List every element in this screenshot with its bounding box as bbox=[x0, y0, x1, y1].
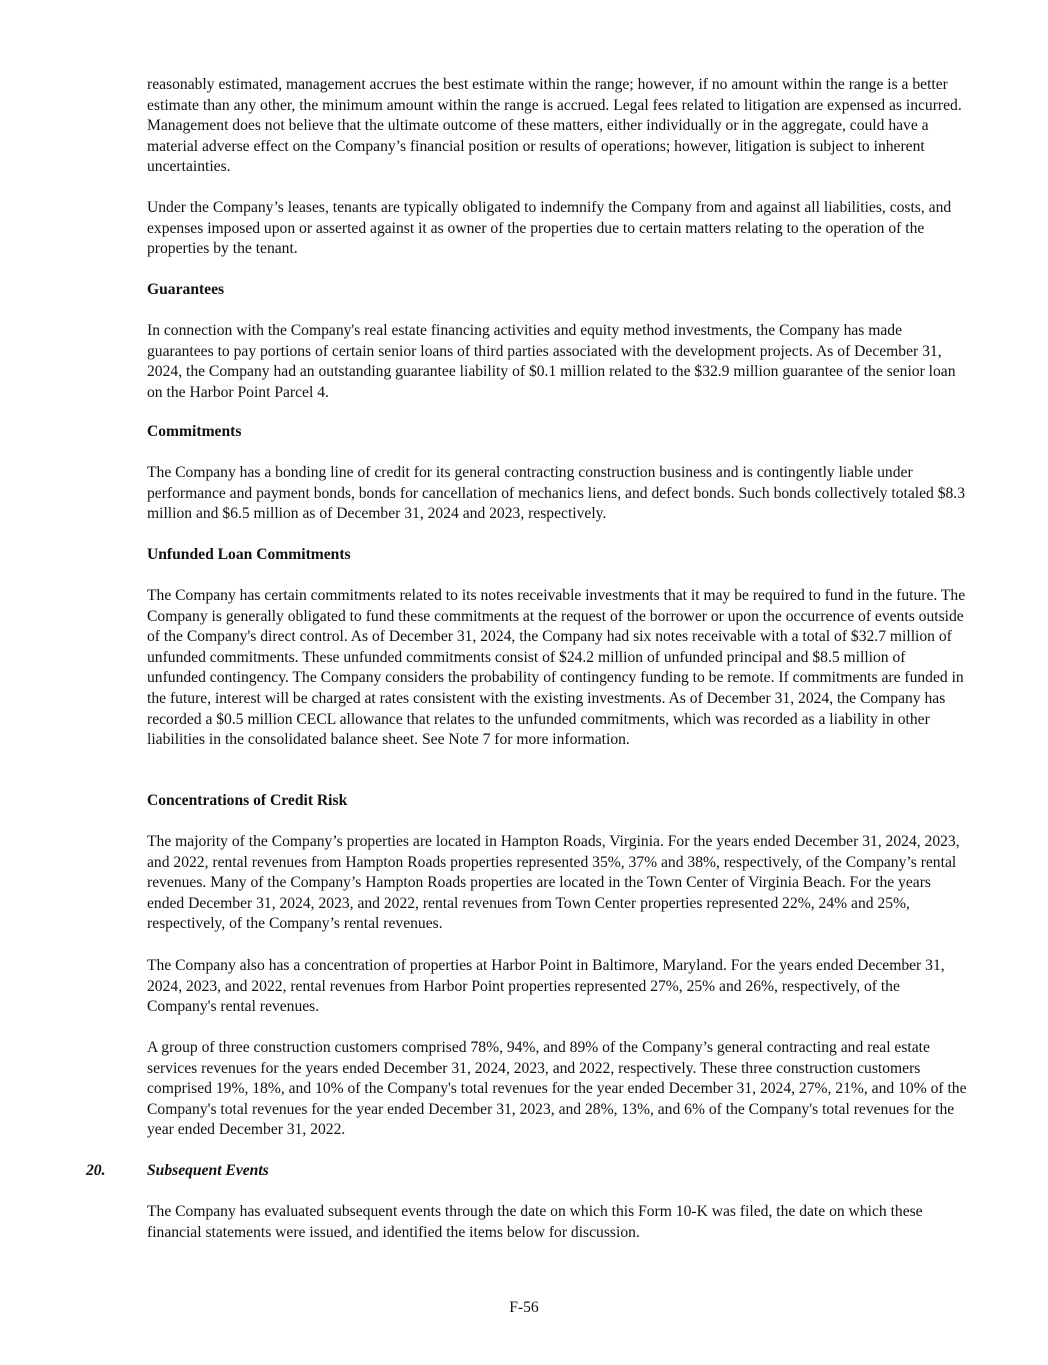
page-number: F-56 bbox=[509, 1299, 539, 1316]
section-title: Subsequent Events bbox=[147, 1162, 269, 1179]
heading-commitments: Commitments bbox=[147, 423, 242, 440]
paragraph-indemnification: Under the Company’s leases, tenants are typically obligated to indemnify the Company from and against all liabilities, costs, and expenses imposed upon or asserted against it as owner of the properties due to certain matters relating to the operation of the properties by the tenant. bbox=[147, 199, 952, 258]
paragraph-unfunded-loan-commitments: The Company has certain commitments related to its notes receivable investments that it may be required to fund in the future. The Company is generally obligated to fund these commitments at the request of the borrower or upon the occurrence of events outside of the Company's direct control. As of December 31, 2024, the Company had six notes receivable with a total of $32.7 million of unfunded commitments. These unfunded commitments consist of $24.2 million of unfunded principal and $8.5 million of unfunded contingency. The Company considers the probability of contingency funding to be remote. If commitments are funded in the future, interest will be charged at rates consistent with the existing investments. As of December 31, 2024, the Company has recorded a $0.5 million CECL allowance that relates to the unfunded commitments, which was recorded as a liability in other liabilities in the consolidated balance sheet. See Note 7 for more information. bbox=[147, 587, 966, 749]
heading-guarantees: Guarantees bbox=[147, 281, 225, 298]
paragraph-construction-customers: A group of three construction customers comprised 78%, 94%, and 89% of the Company’s general contracting and real estate services revenues for the years ended December 31, 2024, 2023, and 2022, respectively. These three construction customers comprised 19%, 18%, and 10% of the Company's total revenues for the year ended December 31, 2024, 27%, 21%, and 10% of the Company's total revenues for the year ended December 31, 2023, and 28%, 13%, and 6% of the Company's total revenues for the year ended December 31, 2022. bbox=[147, 1039, 967, 1139]
paragraph-commitments: The Company has a bonding line of credit for its general contracting construction business and is contingently liable under performance and payment bonds, bonds for cancellation of mechanics liens, and defect bonds. Such bonds collectively totaled $8.3 million and $6.5 million as of December 31, 2024 and 2023, respectively. bbox=[147, 464, 965, 523]
paragraph-litigation: reasonably estimated, management accrues the best estimate within the range; however, if no amount within the range is a better estimate than any other, the minimum amount within the range is accrued. Legal fees related to litigation are expensed as incurred. Management does not believe that the ultimate outcome of these matters, either individually or in the aggregate, could have a material adverse effect on the Company’s financial position or results of operations; however, litigation is subject to inherent uncertainties. bbox=[147, 76, 962, 176]
heading-concentrations-of-credit-risk: Concentrations of Credit Risk bbox=[147, 792, 348, 809]
heading-unfunded-loan-commitments: Unfunded Loan Commitments bbox=[147, 546, 351, 563]
paragraph-hampton-roads: The majority of the Company’s properties are located in Hampton Roads, Virginia. For the years ended December 31, 2024, 2023, and 2022, rental revenues from Hampton Roads properties represented 35%, 37% and 38%, respectively, of the Company’s rental revenues. Many of the Company’s Hampton Roads properties are located in the Town Center of Virginia Beach. For the years ended December 31, 2024, 2023, and 2022, rental revenues from Town Center properties represented 22%, 24% and 25%, respectively, of the Company’s rental revenues. bbox=[147, 833, 960, 933]
paragraph-harbor-point: The Company also has a concentration of properties at Harbor Point in Baltimore, Maryland. For the years ended December 31, 2024, 2023, and 2022, rental revenues from Harbor Point properties represented 27%, 25% and 26%, respectively, of the Company's rental revenues. bbox=[147, 957, 945, 1016]
paragraph-subsequent-events: The Company has evaluated subsequent events through the date on which this Form 10-K was filed, the date on which these financial statements were issued, and identified the items below for discussion. bbox=[147, 1203, 923, 1241]
section-number: 20. bbox=[86, 1162, 106, 1179]
paragraph-guarantees: In connection with the Company's real estate financing activities and equity method investments, the Company has made guarantees to pay portions of certain senior loans of third parties associated with the development projects. As of December 31, 2024, the Company had an outstanding guarantee liability of $0.1 million related to the $32.9 million guarantee of the senior loan on the Harbor Point Parcel 4. bbox=[147, 322, 956, 401]
